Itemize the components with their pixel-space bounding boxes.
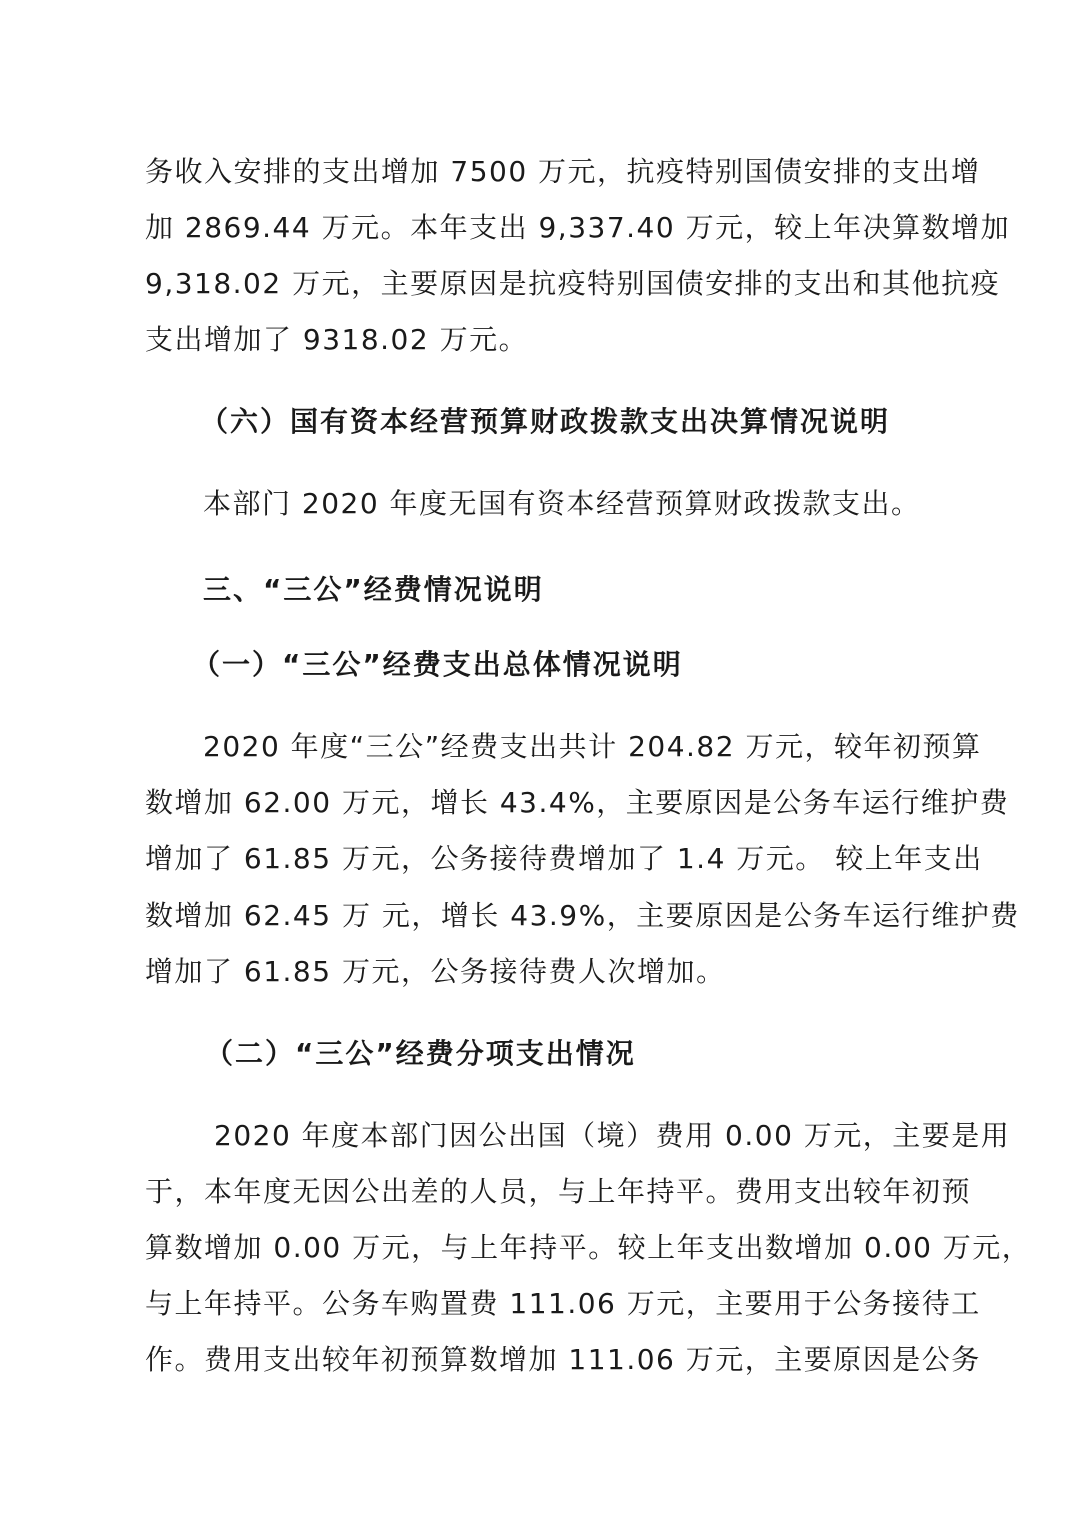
body-text-line: 本部门 2020 年度无国有资本经营预算财政拨款支出。 xyxy=(203,487,921,520)
body-text-line: 2020 年度“三公”经费支出共计 204.82 万元，较年初预算 xyxy=(203,730,982,763)
section-heading-6: （六）国有资本经营预算财政拨款支出决算情况说明 xyxy=(200,405,891,438)
body-text-line: 加 2869.44 万元。本年支出 9,337.40 万元，较上年决算数增加 xyxy=(145,211,1011,244)
body-text-line: 2020 年度本部门因公出国（境）费用 0.00 万元，主要是用 xyxy=(214,1119,1011,1152)
chapter-heading-3: 三、“三公”经费情况说明 xyxy=(203,573,544,606)
body-text-line: 务收入安排的支出增加 7500 万元，抗疫特别国债安排的支出增 xyxy=(145,155,981,188)
body-text-line: 数增加 62.00 万元，增长 43.4%，主要原因是公务车运行维护费 xyxy=(145,786,1010,819)
body-text-line: 作。费用支出较年初预算数增加 111.06 万元，主要原因是公务 xyxy=(145,1343,981,1376)
body-text-line: 支出增加了 9318.02 万元。 xyxy=(145,323,529,356)
body-text-line: 增加了 61.85 万元，公务接待费人次增加。 xyxy=(145,955,726,988)
body-text-line: 9,318.02 万元，主要原因是抗疫特别国债安排的支出和其他抗疫 xyxy=(145,267,1001,300)
body-text-line: 算数增加 0.00 万元，与上年持平。较上年支出数增加 0.00 万元， xyxy=(145,1231,1032,1264)
body-text-line: 与上年持平。公务车购置费 111.06 万元，主要用于公务接待工 xyxy=(145,1287,981,1320)
section-heading-2: （二）“三公”经费分项支出情况 xyxy=(205,1037,636,1070)
section-heading-1: （一）“三公”经费支出总体情况说明 xyxy=(192,648,683,681)
body-text-line: 增加了 61.85 万元，公务接待费增加了 1.4 万元。 较上年支出 xyxy=(145,842,983,875)
body-text-line: 于，本年度无因公出差的人员，与上年持平。费用支出较年初预 xyxy=(145,1175,972,1208)
body-text-line: 数增加 62.45 万 元，增长 43.9%，主要原因是公务车运行维护费 xyxy=(145,899,1020,932)
